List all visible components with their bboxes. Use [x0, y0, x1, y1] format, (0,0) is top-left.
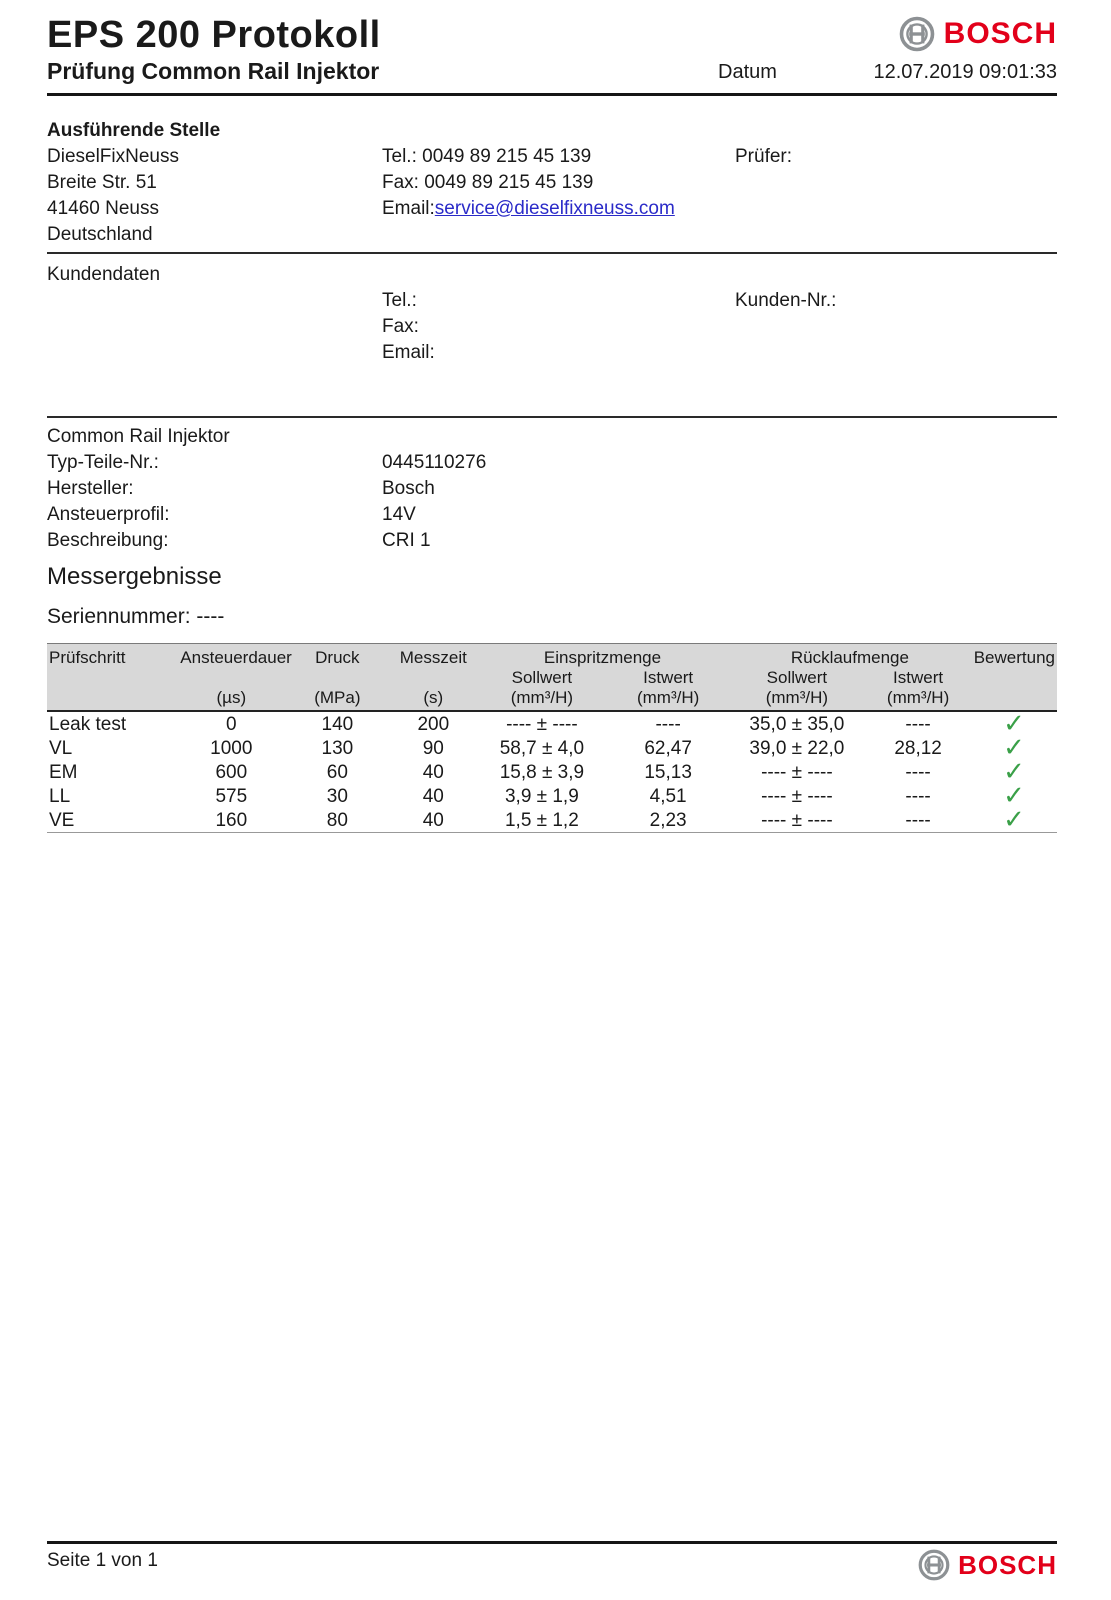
cell-ansteuerdauer: 575 — [215, 785, 248, 807]
cell-ruecklauf-sollwert: 35,0 ± 35,0 — [749, 713, 845, 735]
cell-messzeit: 40 — [422, 761, 444, 783]
cell-ansteuerdauer: 0 — [226, 713, 237, 735]
cell-pruefschritt: LL — [49, 785, 71, 807]
cell-pruefschritt: VL — [49, 737, 73, 759]
customer-email-label: Email: — [382, 342, 435, 363]
customer-no-label: Kunden-Nr.: — [735, 290, 837, 311]
workshop-street: Breite Str. 51 — [47, 172, 157, 193]
cell-ruecklauf-istwert: ---- — [905, 713, 931, 735]
cell-druck: 30 — [326, 785, 348, 807]
cell-einspritz-istwert: 2,23 — [649, 809, 687, 831]
table-row — [47, 711, 1057, 736]
header — [47, 0, 1057, 56]
check-icon: ✓ — [1003, 757, 1025, 787]
bosch-brand — [899, 16, 1057, 52]
page-number: Seite 1 von 1 — [47, 1550, 158, 1571]
table-row — [47, 760, 1057, 784]
unit-mm3h: (mm³/H) — [865, 688, 971, 711]
workshop-section-label: Ausführende Stelle — [47, 120, 221, 141]
unit-mm3h: (mm³/H) — [608, 688, 729, 711]
field-label: Typ-Teile-Nr.: — [47, 452, 159, 473]
section-workshop — [47, 118, 1057, 252]
injector-section-label: Common Rail Injektor — [47, 426, 230, 447]
bosch-armature-icon — [918, 1549, 950, 1581]
col-header-einspritzmenge: Einspritzmenge — [543, 648, 662, 667]
header-spacer — [971, 668, 1057, 688]
header-spacer — [971, 688, 1057, 711]
examiner-label: Prüfer: — [735, 146, 793, 167]
cell-pruefschritt: Leak test — [49, 713, 127, 735]
cell-ansteuerdauer: 160 — [215, 809, 248, 831]
cell-einspritz-istwert: 62,47 — [644, 737, 692, 759]
col-header-pruefschritt: Prüfschritt — [49, 648, 126, 667]
cell-druck: 140 — [321, 713, 354, 735]
date-label: Datum — [718, 61, 777, 83]
cell-einspritz-sollwert: 3,9 ± 1,9 — [504, 785, 579, 807]
serial-value: ---- — [196, 605, 225, 628]
field-label: Beschreibung: — [47, 530, 169, 551]
cell-bewertung — [971, 805, 1057, 835]
cell-druck: 130 — [321, 737, 354, 759]
check-icon: ✓ — [1003, 733, 1025, 763]
tel-value: 0049 89 215 45 139 — [422, 146, 592, 167]
cell-ruecklauf-sollwert: ---- ± ---- — [761, 809, 833, 831]
col-header-druck: Druck — [315, 648, 360, 667]
results-table — [47, 643, 1057, 833]
customer-fax-label: Fax: — [382, 316, 419, 337]
cell-ruecklauf-istwert: ---- — [905, 761, 931, 783]
workshop-name: DieselFixNeuss — [47, 146, 179, 167]
page-title: EPS 200 Protokoll — [47, 14, 381, 56]
results-heading: Messergebnisse — [47, 563, 222, 590]
table-row — [47, 808, 1057, 833]
cell-ruecklauf-sollwert: 39,0 ± 22,0 — [749, 737, 845, 759]
customer-section-label: Kundendaten — [47, 264, 161, 285]
check-icon: ✓ — [1003, 805, 1025, 835]
unit-us: (µs) — [178, 688, 284, 711]
fax-value: 0049 89 215 45 139 — [424, 172, 594, 193]
workshop-tel-line — [382, 144, 675, 170]
footer-bosch-brand — [918, 1549, 1057, 1581]
fax-label: Fax: — [382, 172, 419, 193]
field-label: Ansteuerprofil: — [47, 504, 170, 525]
cell-einspritz-sollwert: 15,8 ± 3,9 — [499, 761, 585, 783]
cell-ruecklauf-sollwert: ---- ± ---- — [761, 761, 833, 783]
col-header-ansteuerdauer: Ansteuerdauer — [180, 648, 292, 667]
section-injector — [47, 418, 1057, 554]
table-row — [47, 784, 1057, 808]
tel-label: Tel.: — [382, 146, 417, 167]
cell-pruefschritt: EM — [49, 761, 78, 783]
injector-field-row — [47, 476, 1057, 502]
field-value: 0445110276 — [382, 452, 487, 473]
cell-druck: 60 — [326, 761, 348, 783]
header-divider — [47, 93, 1057, 96]
unit-mm3h: (mm³/H) — [476, 688, 607, 711]
unit-mpa: (MPa) — [284, 688, 390, 711]
email-link[interactable]: service@dieselfixneuss.com — [434, 198, 675, 219]
subheader-sollwert: Sollwert — [511, 668, 573, 687]
col-header-messzeit: Messzeit — [399, 648, 467, 667]
footer — [47, 1541, 1057, 1592]
header-spacer — [178, 668, 284, 688]
cell-ruecklauf-istwert: ---- — [905, 809, 931, 831]
cell-ruecklauf-istwert: ---- — [905, 785, 931, 807]
cell-ansteuerdauer: 600 — [215, 761, 248, 783]
header-spacer — [47, 668, 178, 688]
serial-line — [47, 605, 1057, 629]
cell-einspritz-istwert: 15,13 — [644, 761, 692, 783]
cell-messzeit: 40 — [422, 785, 444, 807]
customer-tel-label: Tel.: — [382, 290, 417, 311]
workshop-email-line — [382, 196, 675, 222]
workshop-country: Deutschland — [47, 224, 153, 245]
cell-ansteuerdauer: 1000 — [210, 737, 253, 759]
date-value: 12.07.2019 09:01:33 — [873, 61, 1057, 83]
injector-field-row — [47, 528, 1057, 554]
cell-einspritz-sollwert: 58,7 ± 4,0 — [499, 737, 585, 759]
bosch-wordmark: BOSCH — [943, 17, 1057, 50]
table-row — [47, 736, 1057, 760]
unit-mm3h: (mm³/H) — [729, 688, 865, 711]
cell-messzeit: 200 — [417, 713, 450, 735]
field-value: Bosch — [382, 478, 435, 499]
check-icon: ✓ — [1003, 709, 1025, 739]
bosch-wordmark: BOSCH — [958, 1549, 1057, 1580]
workshop-city: 41460 Neuss — [47, 198, 159, 219]
cell-einspritz-sollwert: ---- ± ---- — [506, 713, 578, 735]
subtitle-row — [47, 58, 1057, 90]
cell-einspritz-istwert: ---- — [655, 713, 681, 735]
workshop-contact — [382, 144, 675, 222]
injector-field-row — [47, 502, 1057, 528]
header-spacer — [390, 668, 476, 688]
header-spacer — [47, 688, 178, 711]
cell-druck: 80 — [326, 809, 348, 831]
serial-label: Seriennummer: — [47, 605, 191, 628]
cell-einspritz-istwert: 4,51 — [649, 785, 687, 807]
cell-ruecklauf-istwert: 28,12 — [894, 737, 942, 759]
cell-messzeit: 90 — [422, 737, 444, 759]
cell-pruefschritt: VE — [49, 809, 75, 831]
section-customer — [47, 254, 1057, 416]
field-value: 14V — [382, 504, 416, 525]
workshop-fax-line — [382, 170, 675, 196]
cell-einspritz-sollwert: 1,5 ± 1,2 — [504, 809, 579, 831]
subheader-sollwert: Sollwert — [766, 668, 828, 687]
email-label: Email: — [382, 198, 435, 219]
subheader-istwert: Istwert — [893, 668, 944, 687]
bosch-armature-icon — [899, 16, 935, 52]
cell-messzeit: 40 — [422, 809, 444, 831]
header-spacer — [284, 668, 390, 688]
cell-ruecklauf-sollwert: ---- ± ---- — [761, 785, 833, 807]
field-label: Hersteller: — [47, 478, 134, 499]
injector-field-row — [47, 450, 1057, 476]
col-header-ruecklaufmenge: Rücklaufmenge — [790, 648, 909, 667]
subheader-istwert: Istwert — [643, 668, 694, 687]
customer-contact — [382, 288, 435, 366]
field-value: CRI 1 — [382, 530, 431, 551]
page-subtitle: Prüfung Common Rail Injektor — [47, 58, 380, 84]
col-header-bewertung: Bewertung — [973, 648, 1055, 667]
unit-s: (s) — [390, 688, 476, 711]
check-icon: ✓ — [1003, 781, 1025, 811]
